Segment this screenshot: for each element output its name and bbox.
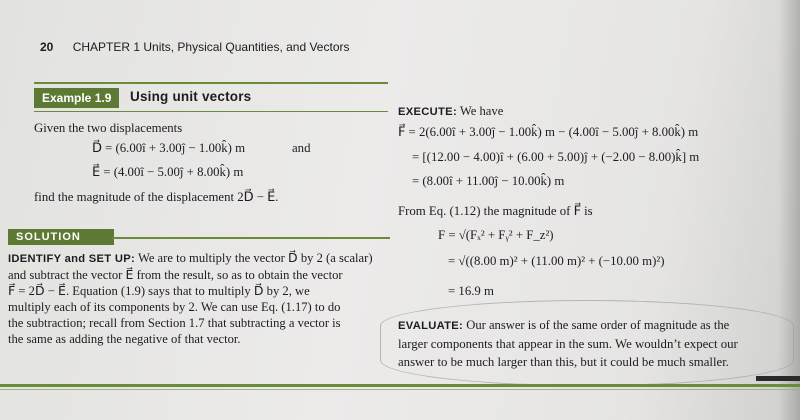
identify-label: IDENTIFY and SET UP:	[8, 253, 136, 265]
identify-line: and subtract the vector E⃗ from the result, so as to obtain the vector	[8, 268, 343, 282]
solution-tag: SOLUTION	[8, 229, 114, 245]
running-head	[40, 40, 349, 54]
magnitude-result: = 16.9 m	[448, 284, 494, 298]
evaluate-line: answer to be much larger than this, but it could be much smaller.	[398, 355, 729, 369]
magnitude-intro: From Eq. (1.12) the magnitude of F⃗ is	[398, 204, 593, 218]
bottom-dark-bar	[756, 376, 800, 381]
example-title: Using unit vectors	[130, 89, 252, 104]
execute-line-1: F⃗ = 2(6.00î + 3.00ĵ − 1.00k̂) m − (4.00î − 5.00ĵ + 8.00k̂) m	[398, 125, 699, 139]
identify-line	[8, 250, 394, 267]
example-tag: Example 1.9	[34, 88, 119, 108]
chapter-title: CHAPTER 1 Units, Physical Quantities, and Vectors	[72, 40, 350, 54]
identify-paragraph	[8, 250, 394, 347]
execute-line-3: = (8.00î + 11.00ĵ − 10.00k̂) m	[412, 174, 565, 188]
evaluate-label: EVALUATE:	[398, 320, 464, 332]
bottom-rule	[0, 384, 800, 387]
page-number: 20	[40, 40, 54, 54]
execute-label: EXECUTE:	[398, 106, 457, 118]
evaluate-line-text: Our answer is of the same order of magnitude as the	[466, 318, 730, 332]
example-title-rule	[34, 111, 388, 112]
identify-line-text: We are to multiply the vector D⃗ by 2 (a scalar)	[137, 251, 373, 265]
magnitude-line-2: = √((8.00 m)² + (11.00 m)² + (−10.00 m)²)	[448, 254, 665, 268]
execute-header	[398, 104, 503, 119]
bottom-rule-thin	[0, 389, 800, 390]
solution-rule	[112, 237, 390, 239]
equation-d: D⃗ = (6.00î + 3.00ĵ − 1.00k̂) m	[92, 141, 246, 155]
example-top-rule	[34, 82, 388, 84]
execute-line-2: = [(12.00 − 4.00)î + (6.00 + 5.00)ĵ + (−2.00 − 8.00)k̂] m	[412, 150, 700, 164]
execute-intro: We have	[459, 104, 504, 118]
evaluate-line: larger components that appear in the sum. We wouldn’t expect our	[398, 337, 738, 351]
identify-line: multiply each of its components by 2. We can use Eq. (1.17) to do	[8, 300, 341, 314]
equation-e: E⃗ = (4.00î − 5.00ĵ + 8.00k̂) m	[92, 165, 244, 179]
magnitude-line-1: F = √(Fₓ² + Fᵧ² + F_z²)	[438, 228, 554, 242]
identify-line: F⃗ = 2D⃗ − E⃗. Equation (1.9) says that to multiply D⃗ by 2, we	[8, 284, 310, 298]
identify-line: the subtraction; recall from Section 1.7 that subtracting a vector is	[8, 316, 341, 330]
problem-intro: Given the two displacements	[34, 121, 183, 135]
evaluate-line	[398, 318, 729, 333]
identify-line: the same as adding the negative of that vector.	[8, 332, 241, 346]
equation-and: and	[292, 141, 311, 155]
problem-question: find the magnitude of the displacement 2D⃗ − E⃗.	[34, 190, 279, 204]
